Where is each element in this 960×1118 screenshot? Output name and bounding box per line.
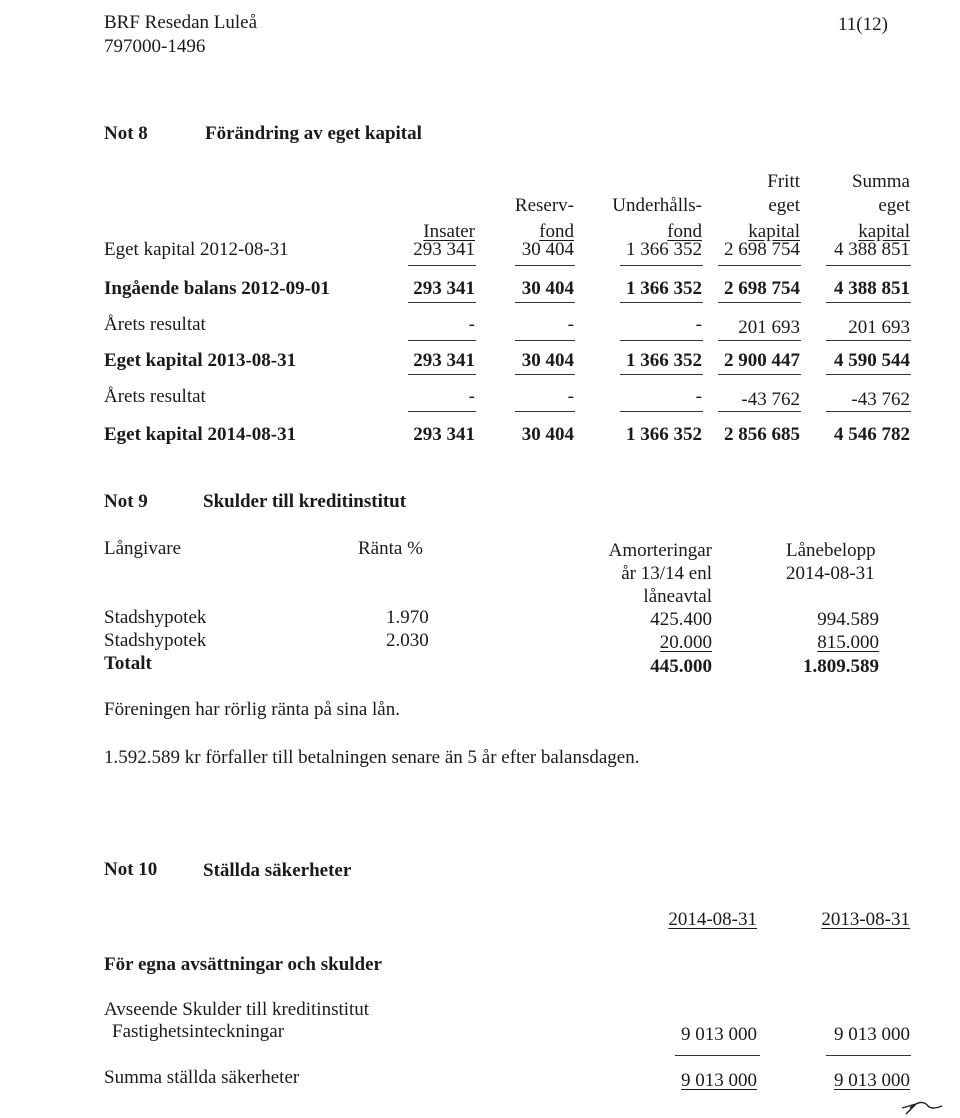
- note10-item-v2: 9 013 000: [834, 1024, 910, 1045]
- col-summa-l2: eget: [878, 195, 910, 216]
- cell: 1 366 352: [626, 350, 702, 371]
- header-amort-l3: låneavtal: [643, 586, 712, 607]
- col-reserv-l2: fond: [539, 221, 574, 242]
- note9-number: Not 9: [104, 491, 148, 512]
- table-row-rate: 1.970: [386, 607, 429, 628]
- cell: 201 693: [848, 317, 910, 338]
- header-loan-l1: Lånebelopp: [786, 540, 876, 561]
- table-row-amort: 425.400: [650, 609, 712, 630]
- note9-text1: Föreningen har rörlig ränta på sina lån.: [104, 699, 400, 720]
- table-row-label: Årets resultat: [104, 314, 206, 335]
- table-row-amort: 20.000: [659, 632, 712, 653]
- col-underhall-l2: fond: [667, 221, 702, 242]
- table-row-label: Eget kapital 2014-08-31: [104, 424, 297, 445]
- note10-number: Not 10: [104, 859, 158, 880]
- note10-item-label: Fastighetsinteckningar: [112, 1021, 285, 1042]
- col-underhall-l1: Underhålls-: [612, 195, 702, 216]
- org-number: 797000-1496: [104, 36, 206, 57]
- cell: -: [468, 386, 475, 407]
- col-fritt-l3: kapital: [748, 221, 800, 242]
- note8-number: Not 8: [104, 123, 148, 144]
- header-lender: Långivare: [104, 538, 182, 559]
- cell: -: [567, 314, 574, 335]
- note10-sum-label: Summa ställda säkerheter: [104, 1067, 300, 1088]
- cell: 293 341: [413, 424, 475, 445]
- cell: 30 404: [521, 278, 574, 299]
- cell: 30 404: [521, 424, 574, 445]
- note10-title: Ställda säkerheter: [203, 860, 352, 881]
- cell: 1 366 352: [626, 239, 702, 260]
- total-label: Totalt: [104, 653, 152, 674]
- cell: 4 388 851: [834, 239, 910, 260]
- cell: 201 693: [738, 317, 800, 338]
- cell: -43 762: [741, 389, 800, 410]
- cell: 30 404: [521, 239, 574, 260]
- cell: 2 900 447: [724, 350, 800, 371]
- header-loan-l2: 2014-08-31: [786, 563, 875, 584]
- col-2014: 2014-08-31: [668, 909, 757, 930]
- cell: 4 590 544: [834, 350, 910, 371]
- cell: 293 341: [413, 239, 475, 260]
- total-loan: 1.809.589: [803, 656, 879, 677]
- org-name: BRF Resedan Luleå: [104, 12, 258, 33]
- page-number: 11(12): [838, 14, 888, 35]
- header-amort-l1: Amorteringar: [608, 540, 712, 561]
- table-row-lender: Stadshypotek: [104, 607, 207, 628]
- cell: 293 341: [413, 278, 475, 299]
- note9-text2: 1.592.589 kr förfaller till betalningen senare än 5 år efter balansdagen.: [104, 747, 640, 768]
- table-row-label: Årets resultat: [104, 386, 206, 407]
- header-amort-l2: år 13/14 enl: [621, 563, 712, 584]
- cell: 2 856 685: [724, 424, 800, 445]
- table-row-label: Ingående balans 2012-09-01: [104, 278, 330, 299]
- col-summa-l3: kapital: [858, 221, 910, 242]
- total-amort: 445.000: [650, 656, 712, 677]
- col-reserv-l1: Reserv-: [514, 195, 574, 216]
- cell: -: [695, 314, 702, 335]
- table-row-lender: Stadshypotek: [104, 630, 207, 651]
- note10-item-v1: 9 013 000: [681, 1024, 757, 1045]
- cell: -: [468, 314, 475, 335]
- note8-title: Förändring av eget kapital: [205, 123, 422, 144]
- cell: 4 546 782: [834, 424, 910, 445]
- note10-sum-v1: 9 013 000: [681, 1070, 757, 1091]
- note10-sub: Avseende Skulder till kreditinstitut: [104, 999, 370, 1020]
- note10-sum-v2: 9 013 000: [834, 1070, 910, 1091]
- cell: 293 341: [413, 350, 475, 371]
- col-2013: 2013-08-31: [821, 909, 910, 930]
- cell: -: [695, 386, 702, 407]
- cell: 1 366 352: [626, 424, 702, 445]
- cell: 4 388 851: [834, 278, 910, 299]
- table-row-label: Eget kapital 2012-08-31: [104, 239, 289, 260]
- note10-section: För egna avsättningar och skulder: [104, 954, 382, 975]
- table-row-label: Eget kapital 2013-08-31: [104, 350, 297, 371]
- col-insater: Insater: [423, 221, 475, 242]
- cell: 2 698 754: [724, 239, 800, 260]
- col-fritt-l2: eget: [768, 195, 800, 216]
- cell: 2 698 754: [724, 278, 800, 299]
- cell: 30 404: [521, 350, 574, 371]
- signature-initials: [898, 1092, 948, 1116]
- table-row-loan: 815.000: [817, 632, 879, 653]
- note9-title: Skulder till kreditinstitut: [203, 491, 407, 512]
- cell: -: [567, 386, 574, 407]
- col-summa-l1: Summa: [851, 171, 910, 192]
- table-row-rate: 2.030: [386, 630, 429, 651]
- cell: -43 762: [851, 389, 910, 410]
- table-row-loan: 994.589: [817, 609, 879, 630]
- cell: 1 366 352: [626, 278, 702, 299]
- col-fritt-l1: Fritt: [767, 171, 800, 192]
- header-rate: Ränta %: [358, 538, 423, 559]
